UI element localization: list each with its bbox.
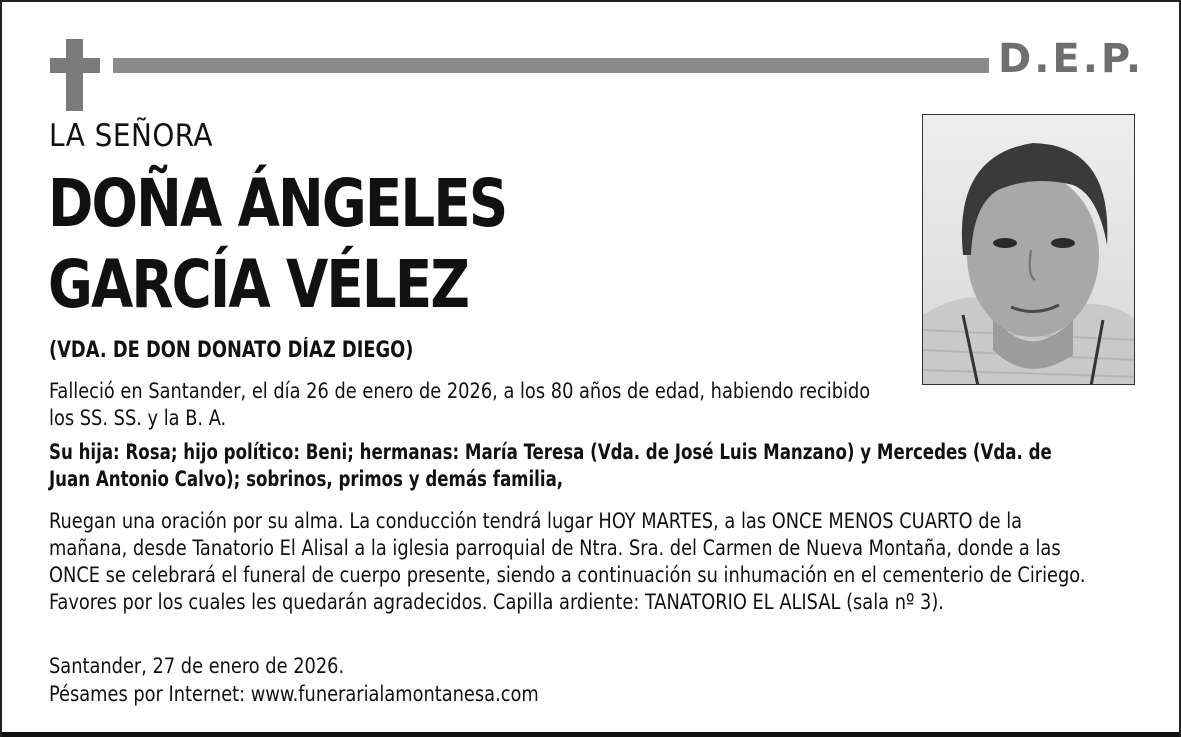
funeral-details: Ruegan una oración por su alma. La conducción tendrá lugar HOY MARTES, a las ONCE MENOS CUARTO de la mañana, desde Tanatorio El Alisal a la iglesia parroquial de Ntra. Sra. del Carmen de Nueva Montaña, donde a las ONCE se celebrará el funeral de cuerpo presente, siendo a continuación su inhumación en el cementerio de Ciriego. Favores por los cuales les quedarán agradecidos. Capilla ardiente: TANATORIO EL ALISAL (sala nº 3). bbox=[49, 509, 1086, 615]
family-list: Su hija: Rosa; hijo político: Beni; hermanas: María Teresa (Vda. de José Luis Manzano) y Mercedes (Vda. de Juan Antonio Calvo); sobrinos, primos y demás familia, bbox=[49, 440, 1052, 491]
deceased-name-line2: GARCÍA VÉLEZ bbox=[48, 246, 469, 323]
place-date: Santander, 27 de enero de 2026. bbox=[49, 654, 345, 679]
dep-label: D.E.P. bbox=[998, 36, 1145, 82]
condolences-link: Pésames por Internet: www.funerarialamontanesa.com bbox=[49, 682, 539, 707]
death-announcement: Falleció en Santander, el día 26 de enero de 2026, a los 80 años de edad, habiendo recibido los SS. SS. y la B. A. bbox=[49, 379, 871, 431]
deceased-name-line1: DOÑA ÁNGELES bbox=[48, 165, 507, 242]
cross-icon bbox=[50, 39, 100, 111]
portrait-photo bbox=[922, 114, 1135, 385]
title-prefix: LA SEÑORA bbox=[49, 118, 213, 154]
widow-of: (VDA. DE DON DONATO DÍAZ DIEGO) bbox=[49, 338, 414, 363]
header-rule bbox=[113, 58, 989, 73]
bottom-border bbox=[2, 732, 1179, 737]
